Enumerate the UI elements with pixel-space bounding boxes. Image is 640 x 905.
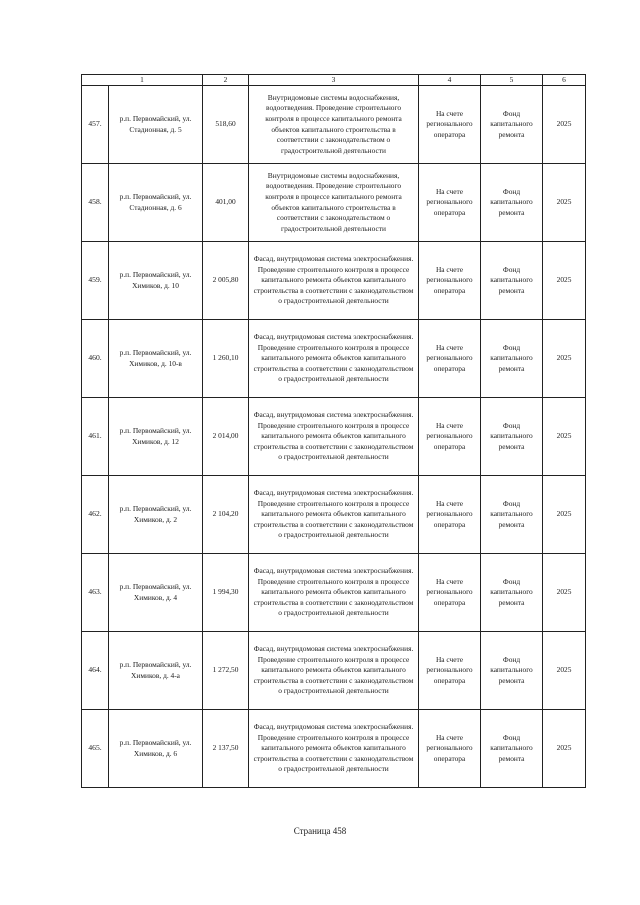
area-cell: 2 005,80 xyxy=(203,242,249,320)
works-description-cell: Фасад, внутридомовая система электроснабжения. Проведение строительного контроля в процессе капитального ремонта объектов капитального строительства в соответствии с законодательством о градостроительной деятельности xyxy=(249,476,419,554)
row-number-cell: 461. xyxy=(82,398,109,476)
column-number-header: 4 xyxy=(419,75,481,86)
works-description-cell: Внутридомовые системы водоснабжения, водоотведения. Проведение строительного контроля в процессе капитального ремонта объектов капитального строительства в соответствии с законодательством о градостроительной деятельности xyxy=(249,164,419,242)
fund-account-cell: На счете регионального оператора xyxy=(419,710,481,788)
works-description-cell: Фасад, внутридомовая система электроснабжения. Проведение строительного контроля в процессе капитального ремонта объектов капитального строительства в соответствии с законодательством о градостроительной деятельности xyxy=(249,242,419,320)
works-description-cell: Внутридомовые системы водоснабжения, водоотведения. Проведение строительного контроля в процессе капитального ремонта объектов капитального строительства в соответствии с законодательством о градостроительной деятельности xyxy=(249,86,419,164)
table-row xyxy=(82,164,586,242)
funding-source-cell: Фонд капитального ремонта xyxy=(481,710,543,788)
row-number-cell: 459. xyxy=(82,242,109,320)
funding-source-cell: Фонд капитального ремонта xyxy=(481,86,543,164)
area-cell: 1 272,50 xyxy=(203,632,249,710)
fund-account-cell: На счете регионального оператора xyxy=(419,242,481,320)
address-cell: р.п. Первомайский, ул. Химиков, д. 4-а xyxy=(109,632,203,710)
year-cell: 2025 xyxy=(543,398,586,476)
works-description-cell: Фасад, внутридомовая система электроснабжения. Проведение строительного контроля в процессе капитального ремонта объектов капитального строительства в соответствии с законодательством о градостроительной деятельности xyxy=(249,398,419,476)
column-number-header: 1 xyxy=(82,75,203,86)
works-description-cell: Фасад, внутридомовая система электроснабжения. Проведение строительного контроля в процессе капитального ремонта объектов капитального строительства в соответствии с законодательством о градостроительной деятельности xyxy=(249,320,419,398)
funding-source-cell: Фонд капитального ремонта xyxy=(481,242,543,320)
year-cell: 2025 xyxy=(543,164,586,242)
fund-account-cell: На счете регионального оператора xyxy=(419,86,481,164)
funding-source-cell: Фонд капитального ремонта xyxy=(481,632,543,710)
table-row xyxy=(82,242,586,320)
address-cell: р.п. Первомайский, ул. Химиков, д. 2 xyxy=(109,476,203,554)
fund-account-cell: На счете регионального оператора xyxy=(419,476,481,554)
page-number: Страница 458 xyxy=(293,826,347,836)
works-description-cell: Фасад, внутридомовая система электроснабжения. Проведение строительного контроля в процессе капитального ремонта объектов капитального строительства в соответствии с законодательством о градостроительной деятельности xyxy=(249,554,419,632)
row-number-cell: 462. xyxy=(82,476,109,554)
funding-source-cell: Фонд капитального ремонта xyxy=(481,164,543,242)
area-cell: 401,00 xyxy=(203,164,249,242)
fund-account-cell: На счете регионального оператора xyxy=(419,320,481,398)
table-row xyxy=(82,398,586,476)
address-cell: р.п. Первомайский, ул. Химиков, д. 4 xyxy=(109,554,203,632)
address-cell: р.п. Первомайский, ул. Химиков, д. 10 xyxy=(109,242,203,320)
year-cell: 2025 xyxy=(543,476,586,554)
address-cell: р.п. Первомайский, ул. Стадионная, д. 5 xyxy=(109,86,203,164)
funding-source-cell: Фонд капитального ремонта xyxy=(481,554,543,632)
row-number-cell: 463. xyxy=(82,554,109,632)
area-cell: 1 260,10 xyxy=(203,320,249,398)
table-row xyxy=(82,476,586,554)
fund-account-cell: На счете регионального оператора xyxy=(419,164,481,242)
row-number-cell: 464. xyxy=(82,632,109,710)
table-row xyxy=(82,632,586,710)
address-cell: р.п. Первомайский, ул. Химиков, д. 6 xyxy=(109,710,203,788)
column-number-header: 2 xyxy=(203,75,249,86)
table-row xyxy=(82,320,586,398)
row-number-cell: 457. xyxy=(82,86,109,164)
address-cell: р.п. Первомайский, ул. Химиков, д. 12 xyxy=(109,398,203,476)
address-cell: р.п. Первомайский, ул. Химиков, д. 10-в xyxy=(109,320,203,398)
column-number-header: 5 xyxy=(481,75,543,86)
year-cell: 2025 xyxy=(543,632,586,710)
area-cell: 1 994,30 xyxy=(203,554,249,632)
row-number-cell: 458. xyxy=(82,164,109,242)
year-cell: 2025 xyxy=(543,86,586,164)
area-cell: 518,60 xyxy=(203,86,249,164)
year-cell: 2025 xyxy=(543,554,586,632)
repair-program-table xyxy=(81,74,586,788)
column-number-header: 6 xyxy=(543,75,586,86)
column-number-header-row xyxy=(82,75,586,86)
area-cell: 2 137,50 xyxy=(203,710,249,788)
column-number-header: 3 xyxy=(249,75,419,86)
area-cell: 2 014,00 xyxy=(203,398,249,476)
row-number-cell: 465. xyxy=(82,710,109,788)
works-description-cell: Фасад, внутридомовая система электроснабжения. Проведение строительного контроля в процессе капитального ремонта объектов капитального строительства в соответствии с законодательством о градостроительной деятельности xyxy=(249,632,419,710)
year-cell: 2025 xyxy=(543,320,586,398)
fund-account-cell: На счете регионального оператора xyxy=(419,554,481,632)
row-number-cell: 460. xyxy=(82,320,109,398)
year-cell: 2025 xyxy=(543,242,586,320)
table-row xyxy=(82,710,586,788)
table-row xyxy=(82,554,586,632)
funding-source-cell: Фонд капитального ремонта xyxy=(481,320,543,398)
area-cell: 2 104,20 xyxy=(203,476,249,554)
table-row xyxy=(82,86,586,164)
funding-source-cell: Фонд капитального ремонта xyxy=(481,398,543,476)
fund-account-cell: На счете регионального оператора xyxy=(419,398,481,476)
address-cell: р.п. Первомайский, ул. Стадионная, д. 6 xyxy=(109,164,203,242)
fund-account-cell: На счете регионального оператора xyxy=(419,632,481,710)
year-cell: 2025 xyxy=(543,710,586,788)
funding-source-cell: Фонд капитального ремонта xyxy=(481,476,543,554)
works-description-cell: Фасад, внутридомовая система электроснабжения. Проведение строительного контроля в процессе капитального ремонта объектов капитального строительства в соответствии с законодательством о градостроительной деятельности xyxy=(249,710,419,788)
